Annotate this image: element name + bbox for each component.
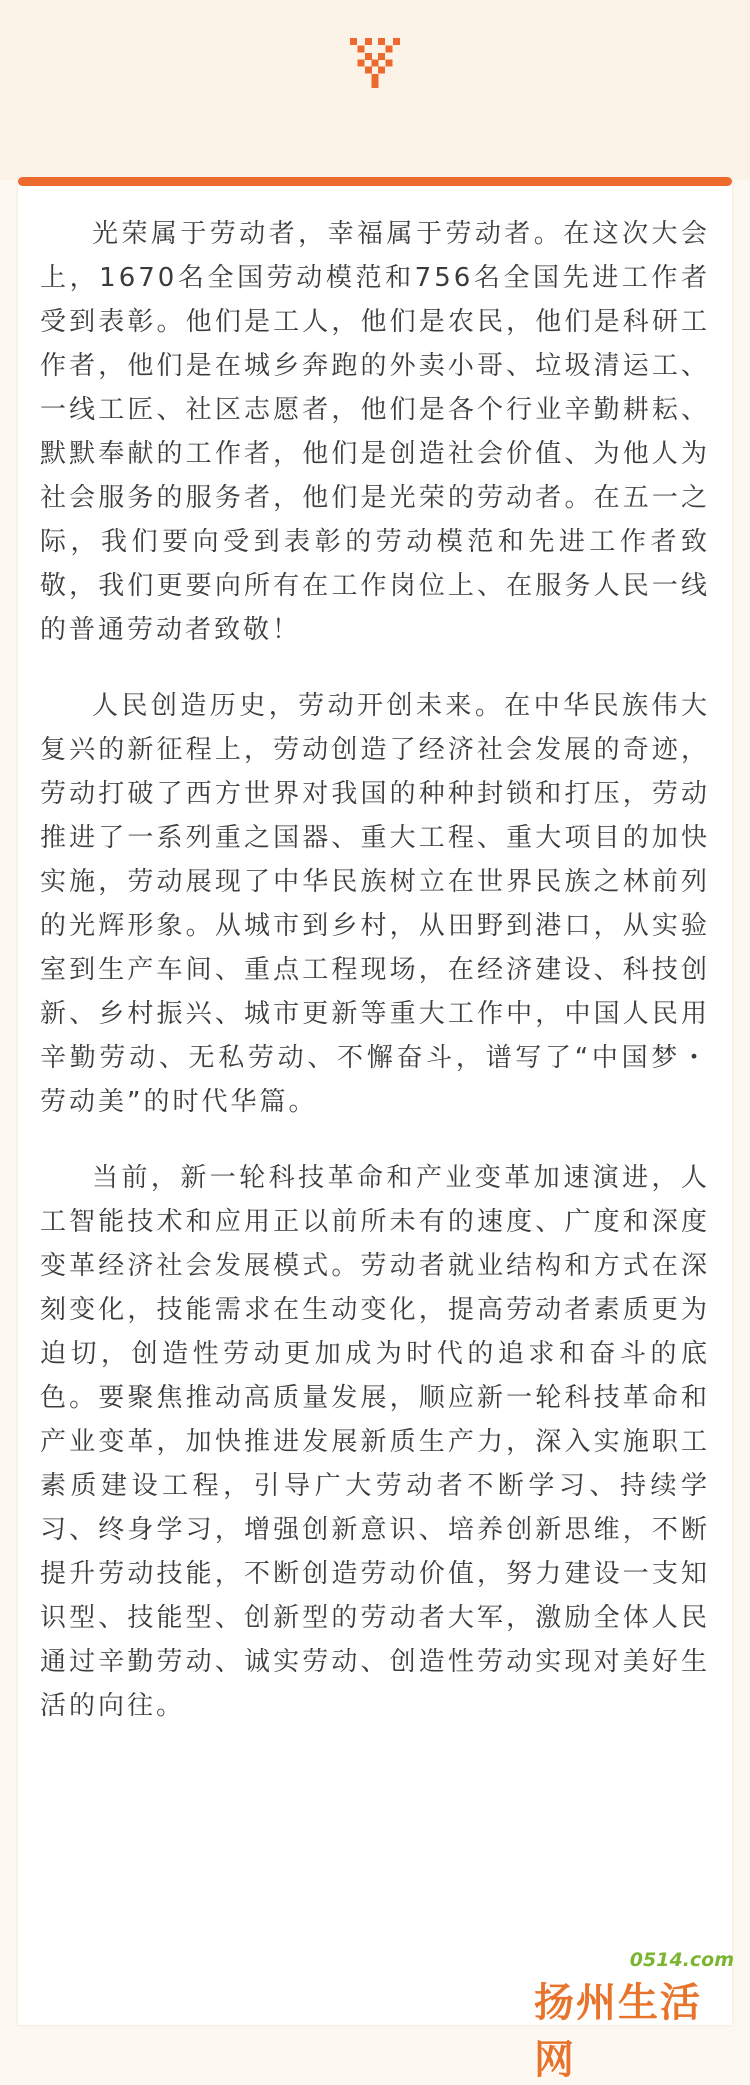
- site-watermark: [534, 1949, 744, 2083]
- pixel-heart-icon: [350, 38, 400, 88]
- watermark-title: 扬州生活网: [534, 1980, 702, 2083]
- accent-bar: [18, 177, 732, 186]
- article-paragraph-2: 人民创造历史，劳动开创未来。在中华民族伟大复兴的新征程上，劳动创造了经济社会发展的奇迹，劳动打破了西方世界对我国的种种封锁和打压，劳动推进了一系列重之国器、重大工程、重大项目的加快实施，劳动展现了中华民族树立在世界民族之林前列的光辉形象。从城市到乡村，从田野到港口，从实验室到生产车间、重点工程现场，在经济建设、科技创新、乡村振兴、城市更新等重大工作中，中国人民用辛勤劳动、无私劳动、不懈奋斗，谱写了“中国梦・劳动美”的时代华篇。: [40, 691, 710, 1117]
- article-body: [40, 212, 710, 1760]
- article-paragraph-3: 当前，新一轮科技革命和产业变革加速演进，人工智能技术和应用正以前所未有的速度、广度和深度变革经济社会发展模式。劳动者就业结构和方式在深刻变化，技能需求在生动变化，提高劳动者素质更为迫切，创造性劳动更加成为时代的追求和奋斗的底色。要聚焦推动高质量发展，顺应新一轮科技革命和产业变革，加快推进发展新质生产力，深入实施职工素质建设工程，引导广大劳动者不断学习、持续学习、终身学习，增强创新意识、培养创新思维，不断提升劳动技能，不断创造劳动价值，努力建设一支知识型、技能型、创新型的劳动者大军，激励全体人民通过辛勤劳动、诚实劳动、创造性劳动实现对美好生活的向往。: [40, 1163, 710, 1721]
- article-paragraph-1: 光荣属于劳动者，幸福属于劳动者。在这次大会上，1670名全国劳动模范和756名全国先进工作者受到表彰。他们是工人，他们是农民，他们是科研工作者，他们是在城乡奔跑的外卖小哥、垃圾清运工、一线工匠、社区志愿者，他们是各个行业辛勤耕耘、默默奉献的工作者，他们是创造社会价值、为他人为社会服务的服务者，他们是光荣的劳动者。在五一之际，我们要向受到表彰的劳动模范和先进工作者致敬，我们更要向所有在工作岗位上、在服务人民一线的普通劳动者致敬！: [40, 219, 710, 645]
- header-area: [0, 0, 750, 180]
- watermark-domain: 0514.com: [629, 1949, 734, 1971]
